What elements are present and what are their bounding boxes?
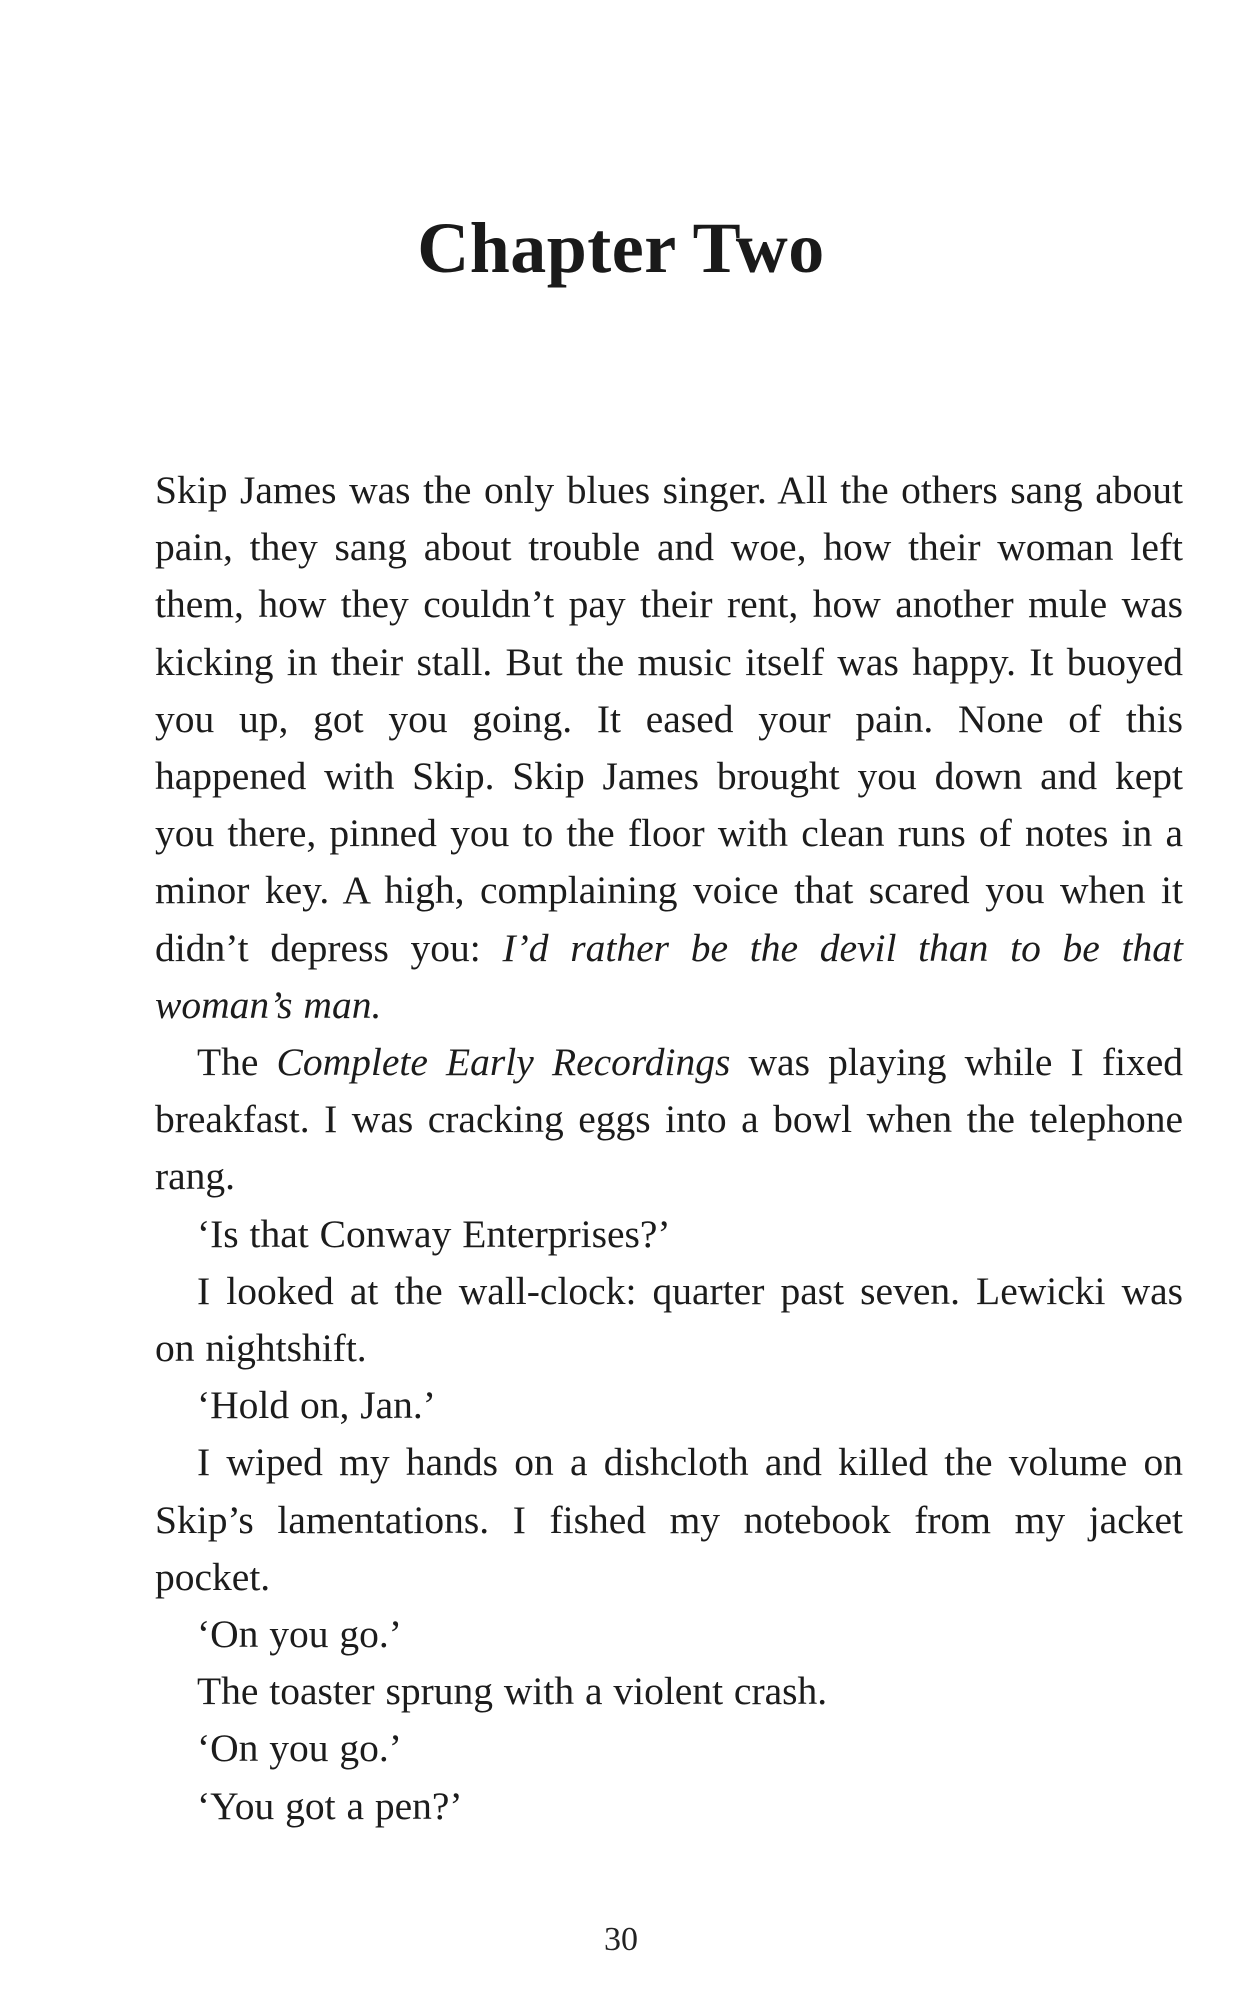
paragraph: The toaster sprung with a violent crash.: [197, 1669, 828, 1714]
paragraph: I looked at the wall-clock: quarter past seven. Lewicki was on nightshift.: [155, 1268, 1183, 1371]
song-lyric: I’d rather be the devil than to be that woman’s man.: [155, 925, 1183, 1027]
paragraph-text: Skip James was the only blues singer. All the others sang about pain, they sang about trouble and woe, how their woman left them, how they couldn’t pay their rent, how another mule was kicking in their stall. But the music itself was happy. It buoyed you up, got you going. It eased your pain. None of this happened with Skip. Skip James brought you down and kept you there, pinned you to the floor with clean runs of notes in a minor key. A high, complaining voice that scared you when it didn’t depress you:: [155, 468, 1183, 970]
paragraph: ‘Hold on, Jan.’: [197, 1383, 436, 1428]
paragraph: I wiped my hands on a dishcloth and killed the volume on Skip’s lamentations. I fished my notebook from my jacket pocket.: [155, 1440, 1183, 1599]
paragraph: [155, 462, 1183, 1034]
paragraph: ‘On you go.’: [197, 1612, 402, 1657]
album-title: Complete Early Recordings: [276, 1040, 731, 1085]
paragraph-text: was playing while I fixed breakfast. I was cracking eggs into a bowl when the telephone rang.: [155, 1040, 1183, 1199]
paragraph: [155, 1034, 1183, 1206]
paragraph-text: The: [197, 1040, 277, 1085]
paragraph: ‘You got a pen?’: [197, 1783, 463, 1828]
paragraph: ‘On you go.’: [197, 1726, 402, 1771]
page-number: 30: [604, 1921, 638, 1958]
chapter-title: Chapter Two: [417, 208, 825, 288]
body-text: [155, 462, 1183, 1835]
paragraph: ‘Is that Conway Enterprises?’: [197, 1211, 671, 1256]
